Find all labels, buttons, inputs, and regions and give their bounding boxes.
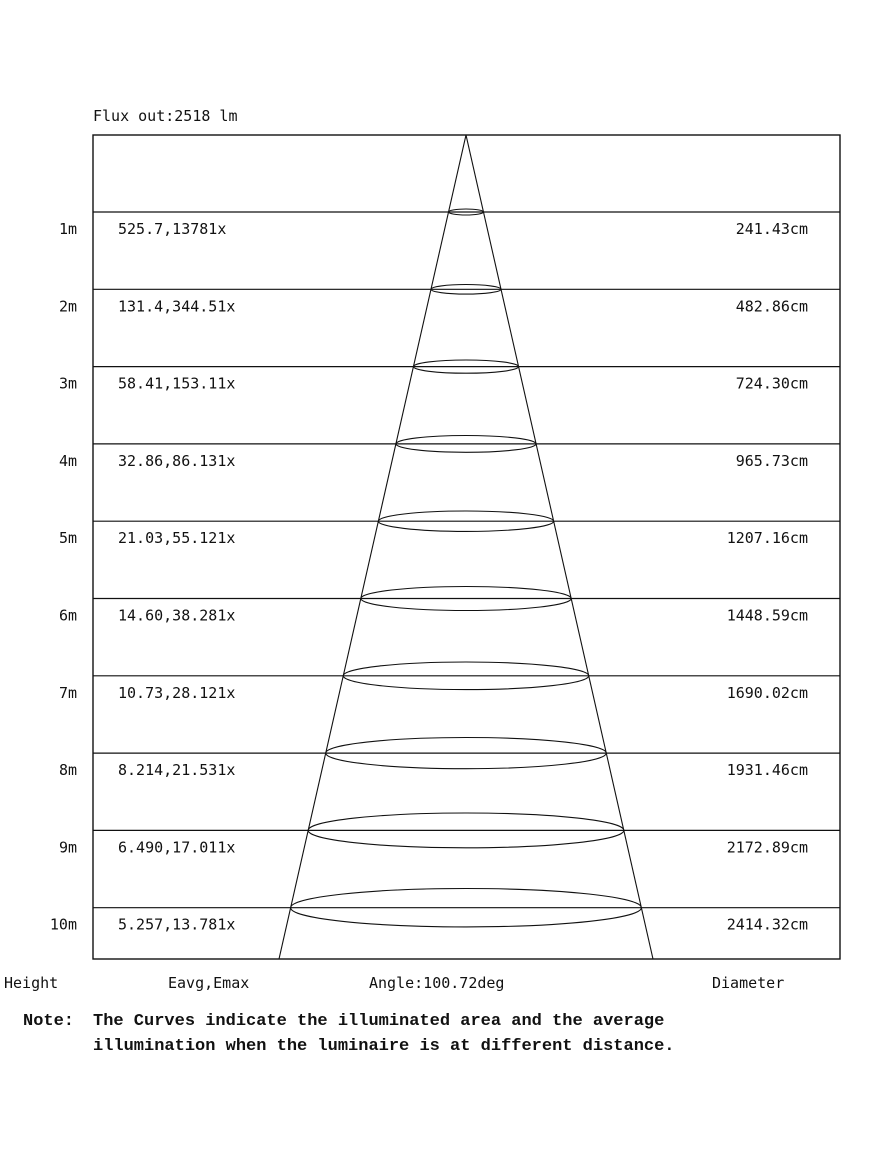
row-illuminance-label: 525.7,13781x (118, 220, 227, 238)
note-prefix: Note: (23, 1012, 75, 1031)
footer-diameter-label: Diameter (712, 974, 785, 992)
row-diameter-label: 1931.46cm (726, 761, 808, 780)
row-diameter-label: 965.73cm (735, 451, 808, 470)
row-height-label: 3m (58, 374, 77, 393)
row-divider-lines (93, 212, 840, 908)
cone-right-edge (466, 135, 653, 959)
row-diameter-label: 724.30cm (735, 374, 808, 393)
row-height-label: 4m (58, 451, 77, 470)
row-diameter-label: 2414.32cm (726, 915, 808, 934)
row-illuminance-label: 32.86,86.131x (118, 451, 236, 470)
row-labels (50, 220, 808, 934)
row-illuminance-label: 21.03,55.121x (118, 529, 236, 548)
row-height-label: 2m (58, 297, 77, 316)
row-diameter-label: 1207.16cm (726, 529, 808, 548)
footer-illum-label: Eavg,Emax (168, 974, 250, 992)
row-diameter-label: 2172.89cm (726, 838, 808, 857)
row-illuminance-label: 8.214,21.531x (118, 761, 236, 780)
row-diameter-label: 1448.59cm (726, 606, 808, 625)
row-diameter-label: 1690.02cm (726, 683, 808, 702)
footer-height-label: Height (4, 974, 59, 992)
row-illuminance-label: 14.60,38.281x (118, 606, 236, 625)
footer-angle-label: Angle:100.72deg (369, 974, 505, 992)
note-line-2: illumination when the luminaire is at different distance. (93, 1037, 675, 1056)
row-illuminance-label: 131.4,344.51x (118, 297, 236, 316)
row-illuminance-label: 10.73,28.121x (118, 683, 236, 702)
row-illuminance-label: 5.257,13.781x (118, 915, 236, 934)
flux-label: Flux out:2518 lm (93, 107, 238, 125)
row-height-label: 1m (58, 220, 77, 238)
row-height-label: 7m (58, 683, 77, 702)
note-line-1: The Curves indicate the illuminated area and the average (93, 1012, 665, 1031)
row-height-label: 5m (58, 529, 77, 548)
illumination-curves (291, 209, 642, 927)
row-height-label: 8m (58, 761, 77, 780)
row-diameter-label: 482.86cm (735, 297, 808, 316)
cone-left-edge (279, 135, 466, 959)
row-illuminance-label: 6.490,17.011x (118, 838, 236, 857)
row-height-label: 10m (49, 915, 77, 934)
row-illuminance-label: 58.41,153.11x (118, 374, 236, 393)
row-diameter-label: 241.43cm (735, 220, 808, 238)
row-height-label: 6m (58, 606, 77, 625)
row-height-label: 9m (58, 838, 77, 857)
